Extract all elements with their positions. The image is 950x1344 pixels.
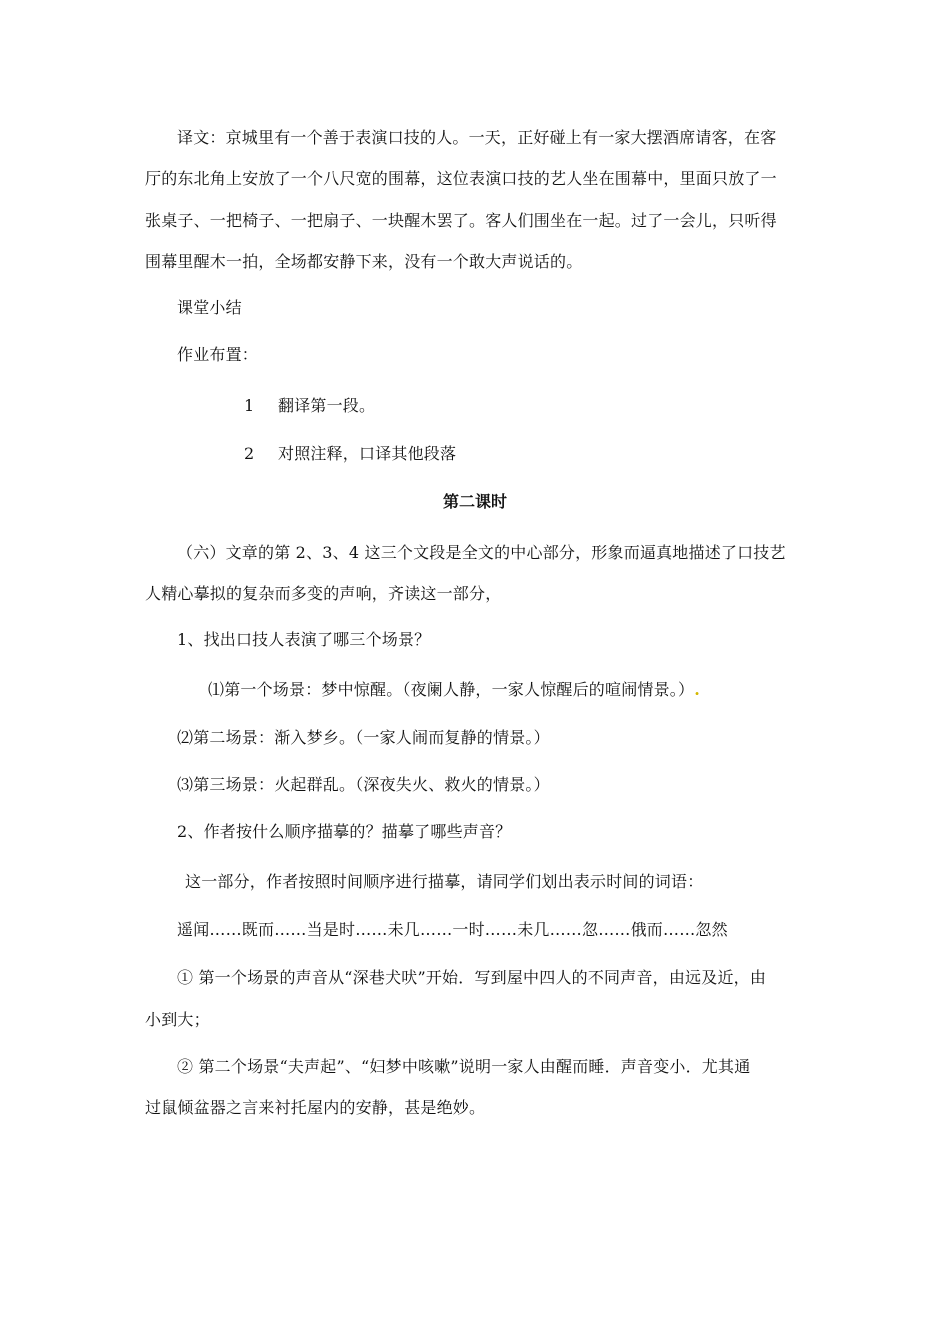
answer-intro: 这一部分，作者按照时间顺序进行描摹，请同学们划出表示时间的词语： (185, 872, 704, 891)
translation-line-3: 张桌子、一把椅子、一把扇子、一块醒木罢了。客人们围坐在一起。过了一会儿，只听得 (145, 211, 777, 230)
scene-1-mark: . (694, 680, 700, 699)
class-summary-label: 课堂小结 (177, 298, 242, 317)
question-1: 1、找出口技人表演了哪三个场景？ (177, 630, 431, 649)
translation-line-1: 译文：京城里有一个善于表演口技的人。一天，正好碰上有一家大摆酒席请客，在客 (177, 128, 777, 147)
homework-item-1-text: 翻译第一段。 (278, 396, 376, 415)
homework-item-1 (244, 396, 375, 416)
point-1-line-2: 小到大； (145, 1010, 210, 1029)
lesson-2-heading: 第二课时 (442, 492, 507, 511)
scene-3: ⑶第三场景：火起群乱。（深夜失火、救火的情景。） (177, 775, 550, 794)
lesson-2-intro-line-2: 人精心摹拟的复杂而多变的声响，齐读这一部分， (145, 584, 502, 603)
point-2-line-2: 过鼠倾盆器之言来衬托屋内的安静，甚是绝妙。 (145, 1098, 486, 1117)
homework-item-2 (244, 444, 456, 464)
homework-item-2-text: 对照注释，口译其他段落 (278, 444, 457, 463)
translation-line-2: 厅的东北角上安放了一个八尺宽的围幕，这位表演口技的艺人坐在围幕中，里面只放了一 (145, 169, 777, 188)
scene-2: ⑵第二场景：渐入梦乡。（一家人闹而复静的情景。） (177, 728, 550, 747)
homework-item-1-number: 1 (244, 396, 255, 415)
point-2-line-1: ② 第二个场景“夫声起”、“妇梦中咳嗽”说明一家人由醒而睡．声音变小．尤其通 (177, 1057, 751, 1076)
scene-1 (208, 680, 700, 700)
scene-1-text: ⑴第一个场景：梦中惊醒。（夜阑人静，一家人惊醒后的喧闹情景。） (208, 680, 695, 699)
lesson-2-intro-line-1: （六）文章的第 2、3、4 这三个文段是全文的中心部分，形象而逼真地描述了口技艺 (177, 543, 786, 562)
point-1-line-1: ① 第一个场景的声音从“深巷犬吠”开始．写到屋中四人的不同声音，由远及近，由 (177, 968, 767, 987)
homework-title: 作业布置： (177, 345, 259, 364)
time-words: 遥闻……既而……当是时……未几……一时……未几……忽……俄而……忽然 (177, 920, 728, 939)
homework-item-2-number: 2 (244, 444, 255, 463)
question-2: 2、作者按什么顺序描摹的？描摹了哪些声音？ (177, 822, 512, 841)
translation-line-4: 围幕里醒木一拍，全场都安静下来，没有一个敢大声说话的。 (145, 252, 583, 271)
